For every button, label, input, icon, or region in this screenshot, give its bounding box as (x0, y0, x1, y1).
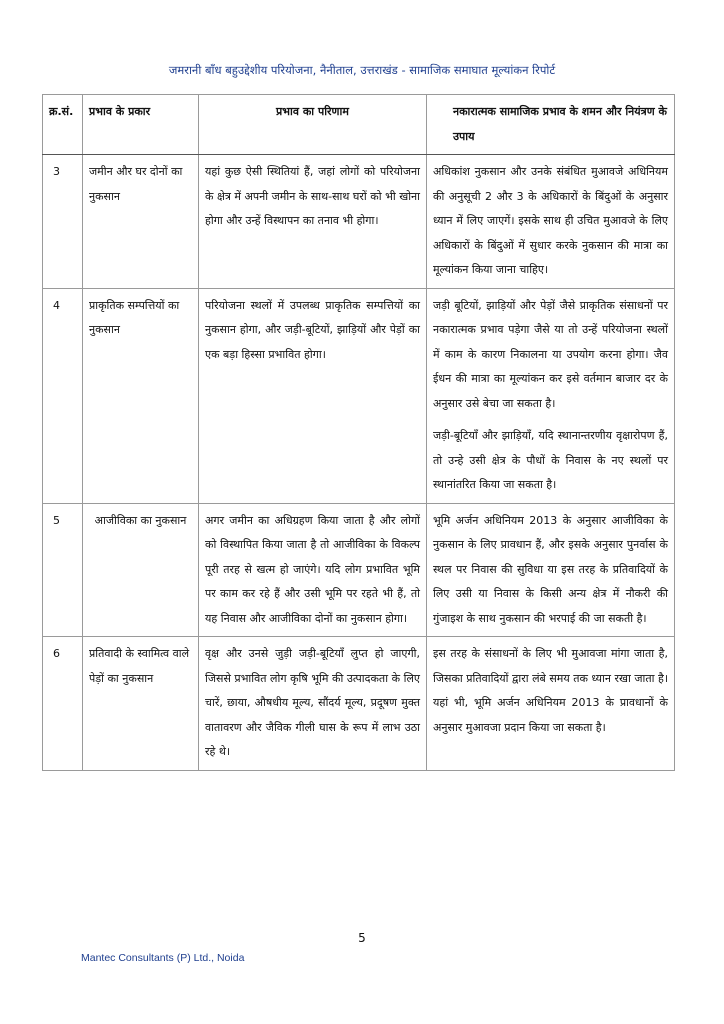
row-serial: 6 (43, 637, 83, 771)
mitigation-paragraph: जड़ी बूटियों, झाड़ियों और पेड़ों जैसे प्राकृतिक संसाधनों पर नकारात्मक प्रभाव पड़ेगा जैसे या तो उन्हें परियोजना स्थलों में काम के कारण निकालना या उपयोग करना होगा। जैव ईधन की मात्रा का मूल्यांकन कर इसे वर्तमान बाजार दर के अनुसार उसे बेचा जा सकता है। (433, 298, 668, 410)
mitigation-paragraph: अधिकांश नुकसान और उनके संबंधित मुआवजे अधिनियम की अनुसूची 2 और 3 के अधिकारों के बिंदुओं के अनुसार ध्यान में लिए जाएगें। इसके साथ ही उचित मुआवजे के लिए अधिकारों के बिंदुओं में सुधार करके नुकसान की मात्रा का मूल्यांकन किया जाना चाहिए। (433, 165, 668, 276)
row-impact-type: प्रतिवादी के स्वामित्व वाले पेड़ों का नुकसान (83, 637, 199, 771)
row-mitigation (427, 155, 675, 289)
row-mitigation (427, 288, 675, 503)
row-impact-type: जमीन और घर दोनों का नुकसान (83, 155, 199, 289)
column-header-impact-type: प्रभाव के प्रकार (83, 95, 199, 155)
table-header-row (43, 95, 675, 155)
table-row (43, 503, 675, 637)
row-impact-result: अगर जमीन का अधिग्रहण किया जाता है और लोगों को विस्थापित किया जाता है तो आजीविका के विकल्प पूरी तरह से खत्म हो जाएंगे। यदि लोग प्रभावित भूमि पर काम कर रहे हैं और उसी भूमि पर रहते भी हैं, तो यह निवास और आजीविका दोनों का नुकसान होगा। (199, 503, 427, 637)
table-row (43, 155, 675, 289)
impact-mitigation-table (42, 94, 675, 771)
row-serial: 5 (43, 503, 83, 637)
table-row (43, 288, 675, 503)
table-row (43, 637, 675, 771)
column-header-impact-result: प्रभाव का परिणाम (199, 95, 427, 155)
row-impact-result: यहां कुछ ऐसी स्थितियां हैं, जहां लोगों को परियोजना के क्षेत्र में अपनी जमीन के साथ-साथ घरों को भी खोना होगा और उन्हें विस्थापन का तनाव भी होगा। (199, 155, 427, 289)
mitigation-paragraph: इस तरह के संसाधनों के लिए भी मुआवजा मांगा जाता है, जिसका प्रतिवादियों द्वारा लंबे समय तक ध्यान रखा जाता है। यहां भी, भूमि अर्जन अधिनियम 2013 के प्रावधानों के अनुसार मुआवजा प्रदान किया जा सकता है। (433, 647, 668, 734)
column-header-mitigation: नकारात्मक सामाजिक प्रभाव के शमन और नियंत्रण के उपाय (427, 95, 675, 155)
row-mitigation (427, 637, 675, 771)
footer-company: Mantec Consultants (P) Ltd., Noida (81, 952, 245, 964)
row-impact-type: आजीविका का नुकसान (83, 503, 199, 637)
page-number: 5 (358, 931, 366, 945)
mitigation-paragraph: भूमि अर्जन अधिनियम 2013 के अनुसार आजीविका के नुकसान के लिए प्रावधान हैं, और इसके अनुसार पुनर्वास के स्थल पर निवास की सुविधा या इस तरह के प्रतिवादियों के लिए उसी या निवास के किसी अन्य क्षेत्र में नौकरी की गुंजाइश के साथ नुकसान की भरपाई की जा सकती है। (433, 513, 668, 625)
column-header-serial: क्र.सं. (43, 95, 83, 155)
report-header-title: जमरानी बाँध बहुउद्देशीय परियोजना, नैनीताल, उत्तराखंड - सामाजिक समाघात मूल्यांकन रिपोर्ट (168, 63, 556, 77)
mitigation-paragraph: जड़ी-बूटियाँ और झाड़ियाँ, यदि स्थानान्तरणीय वृक्षारोपण हैं, तो उन्हे उसी क्षेत्र के पौधों के निवास के नए स्थलों पर स्थानांतरित किया जा सकता है। (433, 429, 668, 491)
row-impact-type: प्राकृतिक सम्पत्तियों का नुकसान (83, 288, 199, 503)
row-impact-result: परियोजना स्थलों में उपलब्ध प्राकृतिक सम्पत्तियों का नुकसान होगा, और जड़ी-बूटियों, झाड़ियों और पेड़ों का एक बड़ा हिस्सा प्रभावित होगा। (199, 288, 427, 503)
row-impact-result: वृक्ष और उनसे जुड़ी जड़ी-बूटियाँ लुप्त हो जाएगी, जिससे प्रभावित लोग कृषि भूमि की उत्पादकता के लिए चारें, छाया, औषधीय मूल्य, सौंदर्य मूल्य, प्रदूषण मुक्त वातावरण और जैविक गीली घास के रूप में लाभ उठा रहे थे। (199, 637, 427, 771)
row-serial: 3 (43, 155, 83, 289)
row-mitigation (427, 503, 675, 637)
row-serial: 4 (43, 288, 83, 503)
